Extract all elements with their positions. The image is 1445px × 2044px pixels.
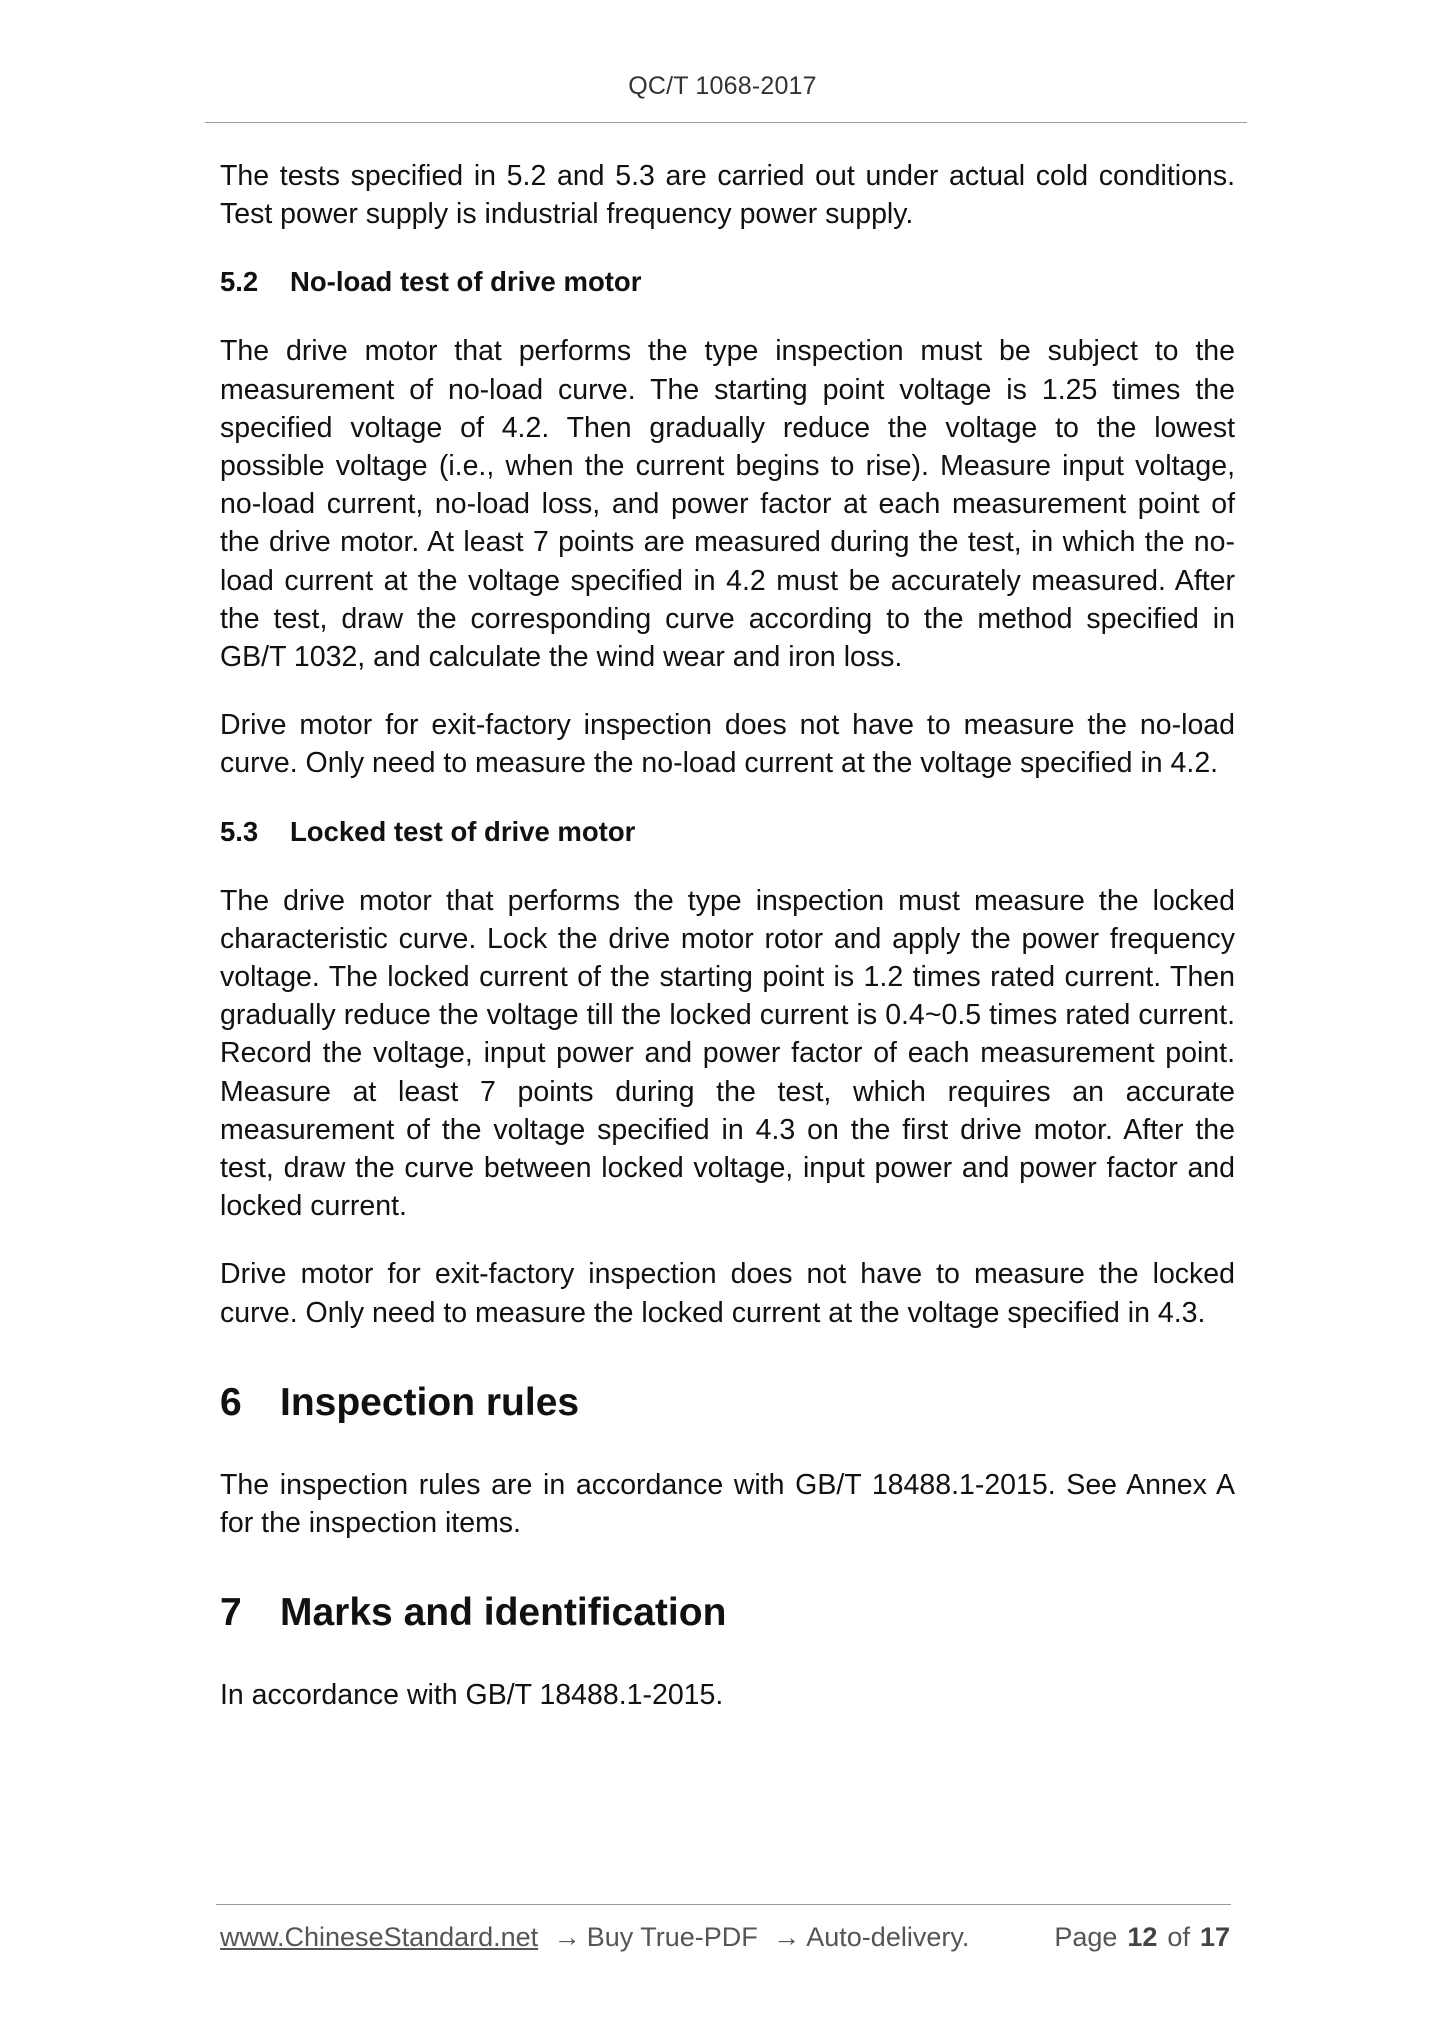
subsection-title: Locked test of drive motor xyxy=(290,815,636,847)
paragraph-5-3-type-inspection: The drive motor that performs the type inspection must measure the locked characteristic curve. Lock the drive motor rotor and apply the power frequency voltage. The locked current of the starting point is 1.2 times rated current. Then gradually reduce the voltage till the locked current is 0.4~0.5 times rated current. Record the voltage, input power and power factor of each measurement point. Measure at least 7 points during the test, which requires an accurate measurement of the voltage specified in 4.3 on the first drive motor. After the test, draw the curve between locked voltage, input power and power factor and locked current. xyxy=(220,884,1235,1223)
paragraph-6-inspection-rules: The inspection rules are in accordance with GB/T 18488.1-2015. See Annex A for the inspection items. xyxy=(220,1468,1235,1540)
page-label: Page xyxy=(1054,1922,1118,1952)
footer-divider xyxy=(216,1904,1231,1905)
subsection-number: 5.3 xyxy=(220,815,259,847)
arrow-right-icon: → xyxy=(553,1922,581,1952)
subsection-number: 5.2 xyxy=(220,266,259,298)
paragraph-5-2-type-inspection: The drive motor that performs the type inspection must be subject to the measurement of no-load curve. The starting point voltage is 1.25 times the specified voltage of 4.2. Then gradually reduce the voltage to the lowest possible voltage (i.e., when the current begins to rise). Measure input voltage, no-load current, no-load loss, and power factor at each measurement point of the drive motor. At least 7 points are measured during the test, in which the no-load current at the voltage specified in 4.2 must be accurately measured. After the test, draw the corresponding curve according to the method specified in GB/T 1032, and calculate the wind wear and iron loss. xyxy=(220,335,1235,674)
intro-paragraph: The tests specified in 5.2 and 5.3 are carried out under actual cold conditions. Test power supply is industrial frequency power supply. xyxy=(220,160,1235,231)
total-pages-number: 17 xyxy=(1199,1922,1230,1952)
paragraph-5-3-exit-factory: Drive motor for exit-factory inspection does not have to measure the locked curve. Only need to measure the locked current at the voltage specified in 4.3. xyxy=(220,1258,1235,1329)
section-title: Marks and identification xyxy=(280,1591,727,1635)
auto-delivery-text: Auto-delivery. xyxy=(806,1922,970,1952)
paragraph-5-2-exit-factory: Drive motor for exit-factory inspection does not have to measure the no-load curve. Only need to measure the no-load current at the voltage specified in 4.2. xyxy=(220,709,1235,780)
document-code-header: QC/T 1068-2017 xyxy=(628,72,817,100)
subsection-heading-5-2 xyxy=(220,263,1235,301)
page-content xyxy=(220,157,1235,1744)
of-label: of xyxy=(1167,1922,1190,1952)
current-page-number: 12 xyxy=(1127,1922,1158,1952)
section-title: Inspection rules xyxy=(280,1380,580,1424)
section-number: 6 xyxy=(220,1380,242,1424)
header-divider xyxy=(205,122,1247,123)
subsection-heading-5-3 xyxy=(220,813,1235,851)
section-heading-6 xyxy=(220,1380,1235,1426)
arrow-right-icon: → xyxy=(773,1922,801,1952)
buy-true-pdf-text: Buy True-PDF xyxy=(586,1922,758,1952)
section-heading-7 xyxy=(220,1590,1235,1636)
page-indicator xyxy=(1054,1922,1230,1953)
paragraph-7-marks: In accordance with GB/T 18488.1-2015. xyxy=(220,1679,724,1712)
website-link[interactable]: www.ChineseStandard.net xyxy=(220,1922,539,1952)
subsection-title: No-load test of drive motor xyxy=(290,266,642,298)
footer-promo xyxy=(220,1922,969,1953)
section-number: 7 xyxy=(220,1591,242,1635)
